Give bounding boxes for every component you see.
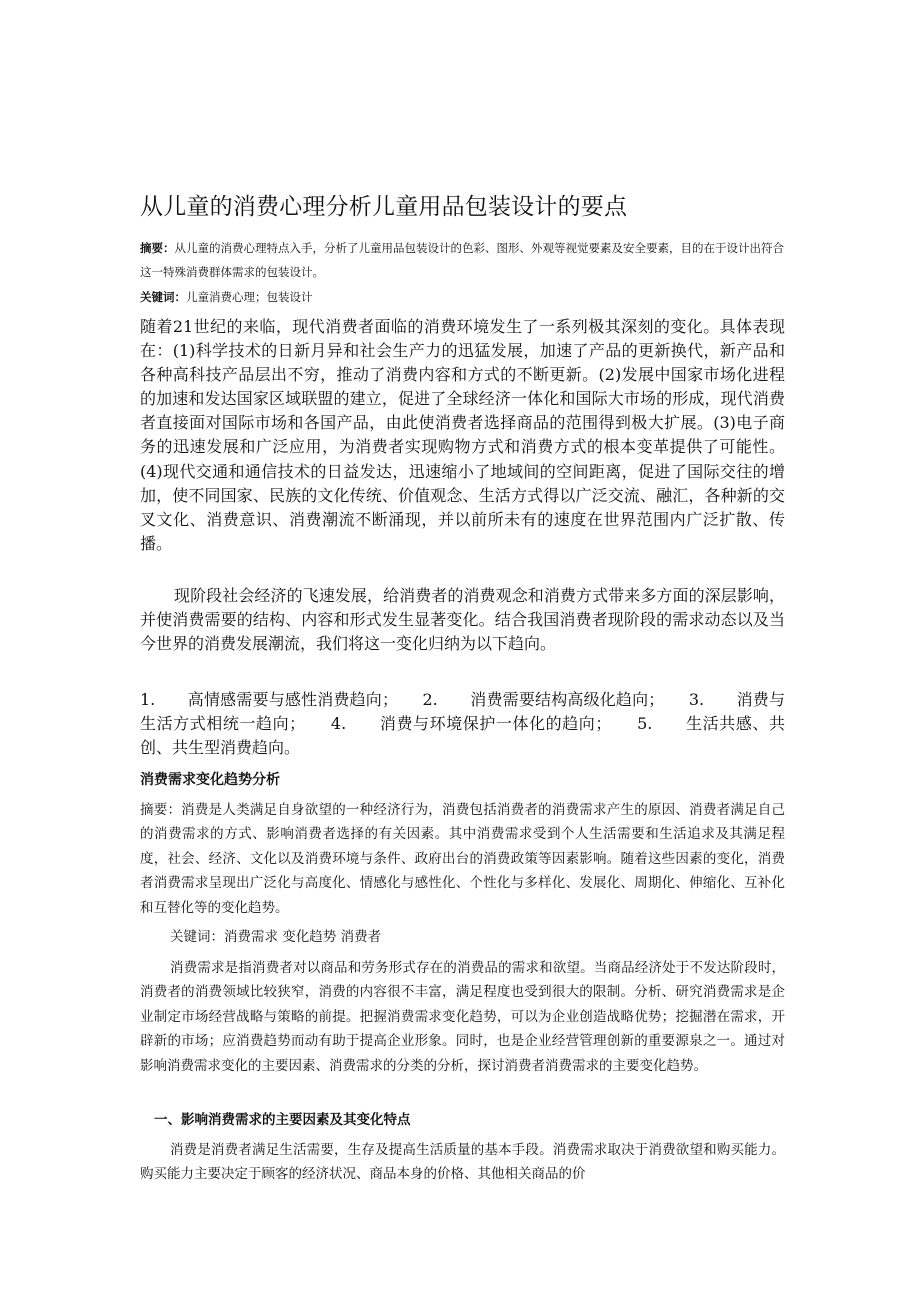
abstract-label: 摘要： <box>140 241 175 255</box>
section-keywords: 关键词：消费需求 变化趋势 消费者 <box>170 929 382 945</box>
section-heading: 消费需求变化趋势分析 <box>140 772 280 788</box>
section-abstract: 摘要：消费是人类满足自身欲望的一种经济行为，消费包括消费者的消费需求产生的原因、消费者满足自己的消费需求的方式、影响消费者选择的有关因素。其中消费需求受到个人生活需要和生活追求及其满足程度，社会、经济、文化以及消费环境与条件、政府出台的消费政策等因素影响。随着这些因素的变化，消费者消费需求呈现出广泛化与高度化、情感化与感性化、个性化与多样化、发展化、周期化、伸缩化、互补化和互替化等的变化趋势。 <box>140 802 785 916</box>
paragraph-social-economy: 现阶段社会经济的飞速发展，给消费者的消费观念和消费方式带来多方面的深层影响，并使消费需要的结构、内容和形式发生显著变化。结合我国消费者现阶段的需求动态以及当今世界的消费发展潮流，我们将这一变化归纳为以下趋向。 <box>140 586 785 654</box>
paragraph-consumer-environment: 随着21世纪的来临，现代消费者面临的消费环境发生了一系列极其深刻的变化。具体表现在：(1)科学技术的日新月异和社会生产力的迅猛发展，加速了产品的更新换代，新产品和各种高科技产品层出不穷，推动了消费内容和方式的不断更新。(2)发展中国家市场化进程的加速和发达国家区域联盟的建立，促进了全球经济一体化和国际大市场的形成，现代消费者直接面对国际市场和各国产品，由此使消费者选择商品的范围得到极大扩展。(3)电子商务的迅速发展和广泛应用，为消费者实现购物方式和消费方式的根本变革提供了可能性。(4)现代交通和通信技术的日益发达，迅速缩小了地域间的空间距离，促进了国际交往的增加，使不同国家、民族的文化传统、价值观念、生活方式得以广泛交流、融汇，各种新的交叉文化、消费意识、消费潮流不断涌现，并以前所未有的速度在世界范围内广泛扩散、传播。 <box>140 317 785 553</box>
section-paragraph: 消费是消费者满足生活需要，生存及提高生活质量的基本手段。消费需求取决于消费欲望和购买能力。购买能力主要决定于顾客的经济状况、商品本身的价格、其他相关商品的价 <box>140 1142 785 1183</box>
subheading: 一、影响消费需求的主要因素及其变化特点 <box>154 1112 411 1128</box>
section-paragraph: 消费需求是指消费者对以商品和劳务形式存在的消费品的需求和欲望。当商品经济处于不发达阶段时，消费者的消费领域比较狭窄，消费的内容很不丰富，满足程度也受到很大的限制。分析、研究消费需求是企业制定市场经营战略与策略的前提。把握消费需求变化趋势，可以为企业创造战略优势；挖掘潜在需求，开辟新的市场；应消费趋势而动有助于提高企业形象。同时，也是企业经营管理创新的重要源泉之一。通过对影响消费需求变化的主要因素、消费需求的分类的分析，探讨消费者消费需求的主要变化趋势。 <box>140 960 785 1074</box>
trends-list: 1. 高情感需要与感性消费趋向； 2. 消费需要结构高级化趋向； 3. 消费与生活方式相统一趋向； 4. 消费与环境保护一体化的趋向； 5. 生活共感、共创、共生型消费趋向。 <box>140 690 785 757</box>
abstract <box>140 236 785 284</box>
document-title: 从儿童的消费心理分析儿童用品包装设计的要点 <box>140 194 628 220</box>
abstract-text: 从儿童的消费心理特点入手，分析了儿童用品包装设计的色彩、图形、外观等视觉要素及安全要素，目的在于设计出符合这一特殊消费群体需求的包装设计。 <box>140 241 784 279</box>
keywords-label: 关键词： <box>140 290 186 304</box>
keywords-text: 儿童消费心理；包装设计 <box>186 290 313 304</box>
keywords <box>140 287 313 307</box>
